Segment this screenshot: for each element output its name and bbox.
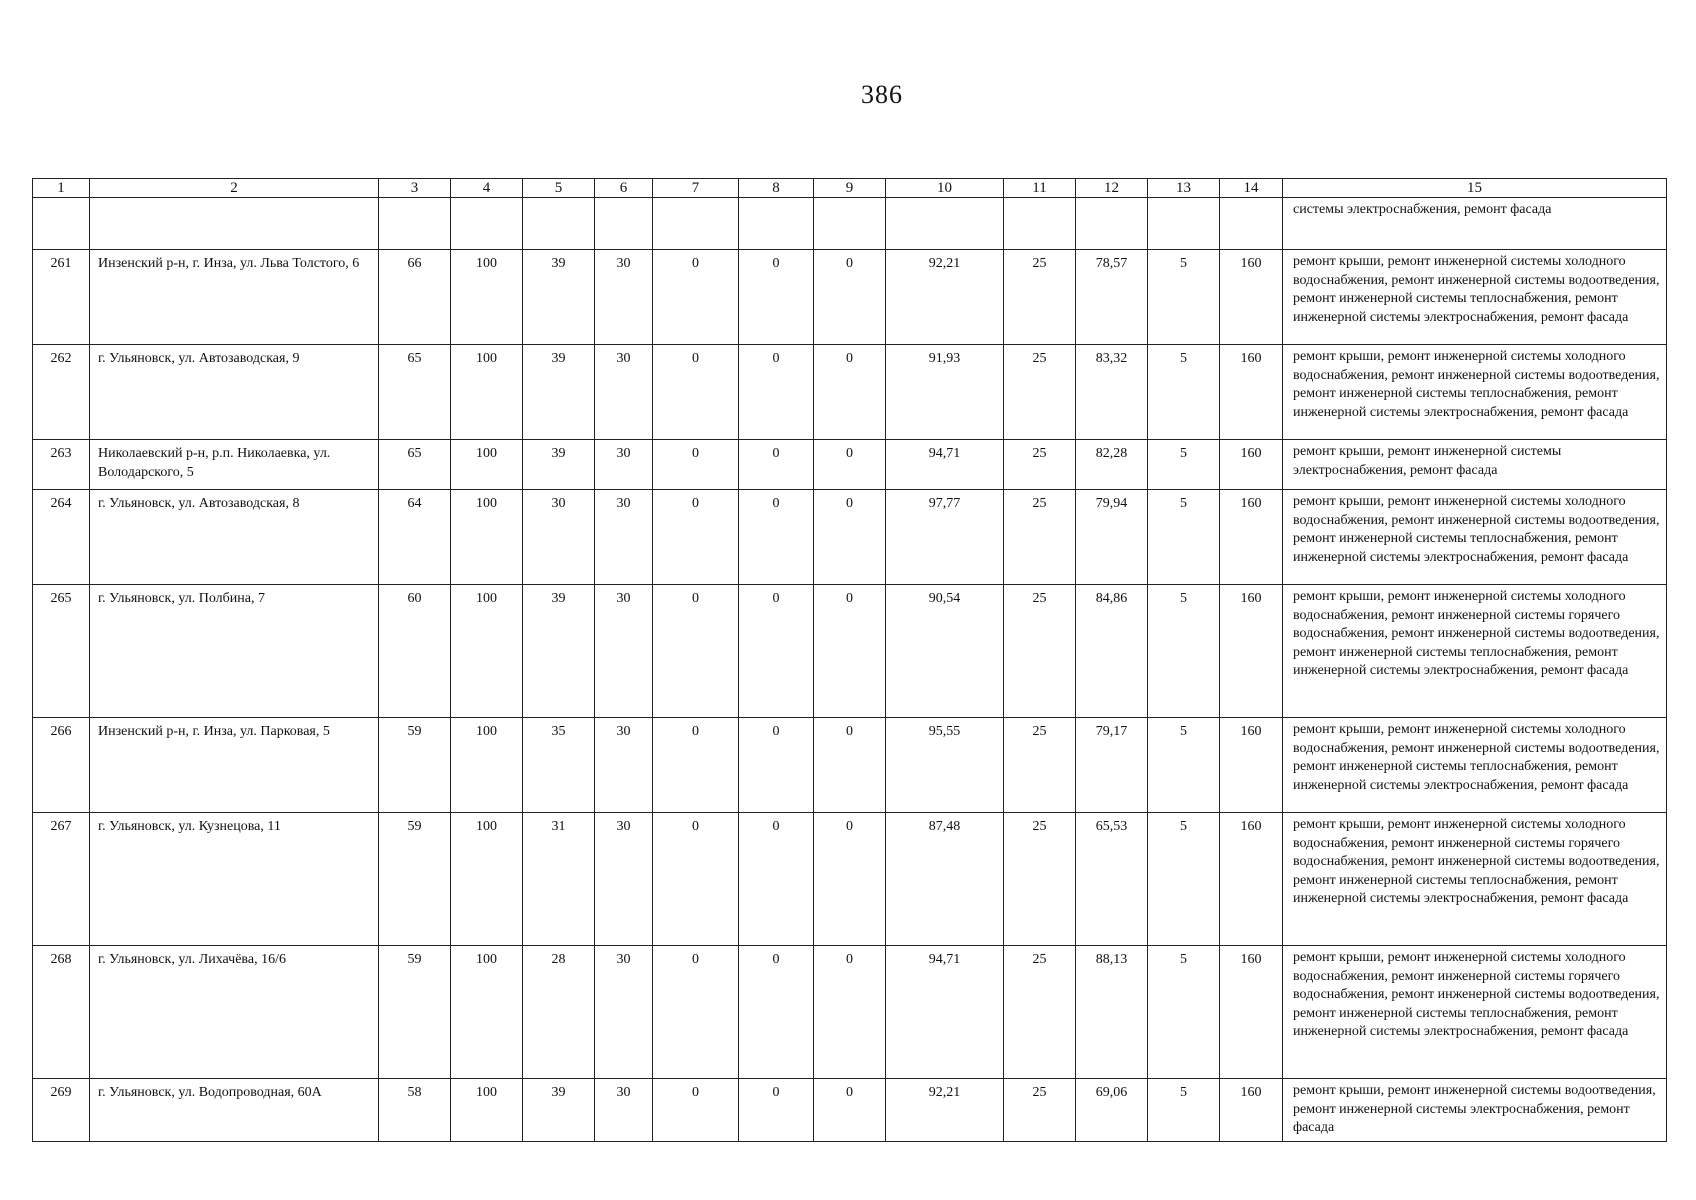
value-cell-c5: 30 [523,490,595,585]
row-number-cell: 262 [33,345,90,440]
value-cell-c13: 5 [1148,946,1220,1079]
value-cell-c10: 91,93 [886,345,1004,440]
row-number-cell: 261 [33,250,90,345]
works-cell: системы электроснабжения, ремонт фасада [1283,198,1667,250]
value-cell-c10: 87,48 [886,813,1004,946]
value-cell-c6: 30 [595,718,653,813]
empty-cell [1148,198,1220,250]
value-cell-c11: 25 [1004,813,1076,946]
empty-cell [1004,198,1076,250]
table-row [33,345,1667,440]
value-cell-c4: 100 [451,585,523,718]
address-cell: г. Ульяновск, ул. Полбина, 7 [90,585,379,718]
header-cell: 5 [523,179,595,198]
header-cell: 4 [451,179,523,198]
row-number-cell: 266 [33,718,90,813]
works-cell: ремонт крыши, ремонт инженерной системы холодного водоснабжения, ремонт инженерной системы горячего водоснабжения, ремонт инженерной системы водоотведения, ремонт инженерной системы теплоснабжения, ремонт инженерной системы электроснабжения, ремонт фасада [1283,585,1667,718]
value-cell-c7: 0 [653,585,739,718]
works-cell: ремонт крыши, ремонт инженерной системы водоотведения, ремонт инженерной системы электроснабжения, ремонт фасада [1283,1079,1667,1142]
value-cell-c14: 160 [1220,946,1283,1079]
value-cell-c7: 0 [653,1079,739,1142]
table-row [33,585,1667,718]
table-row [33,1079,1667,1142]
value-cell-c7: 0 [653,345,739,440]
value-cell-c3: 59 [379,946,451,1079]
value-cell-c8: 0 [739,345,814,440]
value-cell-c3: 60 [379,585,451,718]
value-cell-c9: 0 [814,813,886,946]
value-cell-c13: 5 [1148,1079,1220,1142]
value-cell-c5: 39 [523,585,595,718]
value-cell-c4: 100 [451,250,523,345]
address-cell: Инзенский р-н, г. Инза, ул. Льва Толстого, 6 [90,250,379,345]
value-cell-c13: 5 [1148,585,1220,718]
value-cell-c14: 160 [1220,250,1283,345]
works-cell: ремонт крыши, ремонт инженерной системы холодного водоснабжения, ремонт инженерной системы горячего водоснабжения, ремонт инженерной системы водоотведения, ремонт инженерной системы теплоснабжения, ремонт инженерной системы электроснабжения, ремонт фасада [1283,946,1667,1079]
value-cell-c9: 0 [814,440,886,490]
value-cell-c4: 100 [451,345,523,440]
value-cell-c9: 0 [814,345,886,440]
value-cell-c6: 30 [595,345,653,440]
value-cell-c9: 0 [814,585,886,718]
row-number-cell: 267 [33,813,90,946]
value-cell-c9: 0 [814,946,886,1079]
value-cell-c10: 90,54 [886,585,1004,718]
value-cell-c10: 92,21 [886,1079,1004,1142]
value-cell-c5: 31 [523,813,595,946]
value-cell-c8: 0 [739,718,814,813]
value-cell-c6: 30 [595,946,653,1079]
value-cell-c12: 79,17 [1076,718,1148,813]
value-cell-c9: 0 [814,1079,886,1142]
header-cell: 11 [1004,179,1076,198]
value-cell-c7: 0 [653,250,739,345]
value-cell-c5: 39 [523,440,595,490]
header-cell: 7 [653,179,739,198]
value-cell-c7: 0 [653,490,739,585]
address-cell: г. Ульяновск, ул. Кузнецова, 11 [90,813,379,946]
address-cell: Инзенский р-н, г. Инза, ул. Парковая, 5 [90,718,379,813]
works-cell: ремонт крыши, ремонт инженерной системы электроснабжения, ремонт фасада [1283,440,1667,490]
value-cell-c3: 58 [379,1079,451,1142]
value-cell-c10: 95,55 [886,718,1004,813]
header-cell: 10 [886,179,1004,198]
address-cell: Николаевский р-н, р.п. Николаевка, ул. Володарского, 5 [90,440,379,490]
value-cell-c9: 0 [814,490,886,585]
page-number: 386 [861,80,903,109]
value-cell-c5: 39 [523,1079,595,1142]
row-number-cell: 269 [33,1079,90,1142]
value-cell-c6: 30 [595,250,653,345]
empty-cell [814,198,886,250]
value-cell-c12: 69,06 [1076,1079,1148,1142]
works-cell: ремонт крыши, ремонт инженерной системы холодного водоснабжения, ремонт инженерной системы водоотведения, ремонт инженерной системы теплоснабжения, ремонт инженерной системы электроснабжения, ремонт фасада [1283,250,1667,345]
value-cell-c12: 78,57 [1076,250,1148,345]
row-number-cell: 265 [33,585,90,718]
value-cell-c9: 0 [814,250,886,345]
empty-cell [739,198,814,250]
value-cell-c13: 5 [1148,250,1220,345]
value-cell-c13: 5 [1148,345,1220,440]
value-cell-c5: 39 [523,345,595,440]
empty-cell [653,198,739,250]
works-cell: ремонт крыши, ремонт инженерной системы холодного водоснабжения, ремонт инженерной системы водоотведения, ремонт инженерной системы теплоснабжения, ремонт инженерной системы электроснабжения, ремонт фасада [1283,490,1667,585]
value-cell-c5: 39 [523,250,595,345]
value-cell-c5: 35 [523,718,595,813]
value-cell-c4: 100 [451,718,523,813]
value-cell-c8: 0 [739,585,814,718]
repair-table [32,178,1667,1142]
value-cell-c11: 25 [1004,585,1076,718]
value-cell-c4: 100 [451,813,523,946]
value-cell-c11: 25 [1004,1079,1076,1142]
works-cell: ремонт крыши, ремонт инженерной системы холодного водоснабжения, ремонт инженерной системы горячего водоснабжения, ремонт инженерной системы водоотведения, ремонт инженерной системы теплоснабжения, ремонт инженерной системы электроснабжения, ремонт фасада [1283,813,1667,946]
address-cell: г. Ульяновск, ул. Автозаводская, 9 [90,345,379,440]
value-cell-c12: 65,53 [1076,813,1148,946]
address-cell: г. Ульяновск, ул. Лихачёва, 16/6 [90,946,379,1079]
value-cell-c11: 25 [1004,345,1076,440]
empty-cell [379,198,451,250]
value-cell-c8: 0 [739,490,814,585]
value-cell-c10: 92,21 [886,250,1004,345]
value-cell-c11: 25 [1004,946,1076,1079]
value-cell-c3: 64 [379,490,451,585]
value-cell-c7: 0 [653,440,739,490]
value-cell-c7: 0 [653,718,739,813]
header-cell: 13 [1148,179,1220,198]
value-cell-c12: 79,94 [1076,490,1148,585]
value-cell-c6: 30 [595,585,653,718]
value-cell-c8: 0 [739,250,814,345]
address-cell: г. Ульяновск, ул. Автозаводская, 8 [90,490,379,585]
value-cell-c6: 30 [595,813,653,946]
header-cell: 15 [1283,179,1667,198]
value-cell-c8: 0 [739,440,814,490]
row-number-cell: 263 [33,440,90,490]
value-cell-c7: 0 [653,813,739,946]
value-cell-c8: 0 [739,946,814,1079]
header-cell: 6 [595,179,653,198]
value-cell-c9: 0 [814,718,886,813]
value-cell-c12: 83,32 [1076,345,1148,440]
value-cell-c3: 59 [379,813,451,946]
value-cell-c4: 100 [451,490,523,585]
header-cell: 8 [739,179,814,198]
empty-cell [886,198,1004,250]
value-cell-c14: 160 [1220,440,1283,490]
table-row [33,946,1667,1079]
empty-cell [595,198,653,250]
value-cell-c3: 59 [379,718,451,813]
header-row [33,179,1667,198]
table-row [33,813,1667,946]
value-cell-c14: 160 [1220,585,1283,718]
empty-cell [451,198,523,250]
works-cell: ремонт крыши, ремонт инженерной системы холодного водоснабжения, ремонт инженерной системы водоотведения, ремонт инженерной системы теплоснабжения, ремонт инженерной системы электроснабжения, ремонт фасада [1283,345,1667,440]
value-cell-c6: 30 [595,1079,653,1142]
continuation-row [33,198,1667,250]
empty-cell [523,198,595,250]
value-cell-c3: 65 [379,440,451,490]
value-cell-c13: 5 [1148,490,1220,585]
value-cell-c13: 5 [1148,813,1220,946]
value-cell-c4: 100 [451,946,523,1079]
value-cell-c13: 5 [1148,440,1220,490]
value-cell-c6: 30 [595,490,653,585]
value-cell-c6: 30 [595,440,653,490]
row-number-cell: 268 [33,946,90,1079]
empty-cell [1220,198,1283,250]
value-cell-c5: 28 [523,946,595,1079]
header-cell: 3 [379,179,451,198]
table-row [33,718,1667,813]
value-cell-c11: 25 [1004,250,1076,345]
value-cell-c7: 0 [653,946,739,1079]
works-cell: ремонт крыши, ремонт инженерной системы холодного водоснабжения, ремонт инженерной системы водоотведения, ремонт инженерной системы теплоснабжения, ремонт инженерной системы электроснабжения, ремонт фасада [1283,718,1667,813]
value-cell-c11: 25 [1004,440,1076,490]
header-cell: 9 [814,179,886,198]
value-cell-c14: 160 [1220,490,1283,585]
value-cell-c14: 160 [1220,345,1283,440]
empty-cell [90,198,379,250]
value-cell-c3: 65 [379,345,451,440]
value-cell-c14: 160 [1220,813,1283,946]
value-cell-c12: 84,86 [1076,585,1148,718]
value-cell-c4: 100 [451,440,523,490]
value-cell-c10: 94,71 [886,946,1004,1079]
header-cell: 2 [90,179,379,198]
value-cell-c12: 88,13 [1076,946,1148,1079]
value-cell-c11: 25 [1004,718,1076,813]
header-cell: 14 [1220,179,1283,198]
value-cell-c4: 100 [451,1079,523,1142]
value-cell-c14: 160 [1220,1079,1283,1142]
value-cell-c8: 0 [739,1079,814,1142]
address-cell: г. Ульяновск, ул. Водопроводная, 60А [90,1079,379,1142]
value-cell-c3: 66 [379,250,451,345]
table-row [33,440,1667,490]
header-cell: 1 [33,179,90,198]
value-cell-c10: 97,77 [886,490,1004,585]
table-row [33,490,1667,585]
value-cell-c8: 0 [739,813,814,946]
value-cell-c11: 25 [1004,490,1076,585]
row-number-cell: 264 [33,490,90,585]
value-cell-c10: 94,71 [886,440,1004,490]
empty-cell [1076,198,1148,250]
empty-cell [33,198,90,250]
value-cell-c14: 160 [1220,718,1283,813]
value-cell-c13: 5 [1148,718,1220,813]
table-row [33,250,1667,345]
header-cell: 12 [1076,179,1148,198]
value-cell-c12: 82,28 [1076,440,1148,490]
